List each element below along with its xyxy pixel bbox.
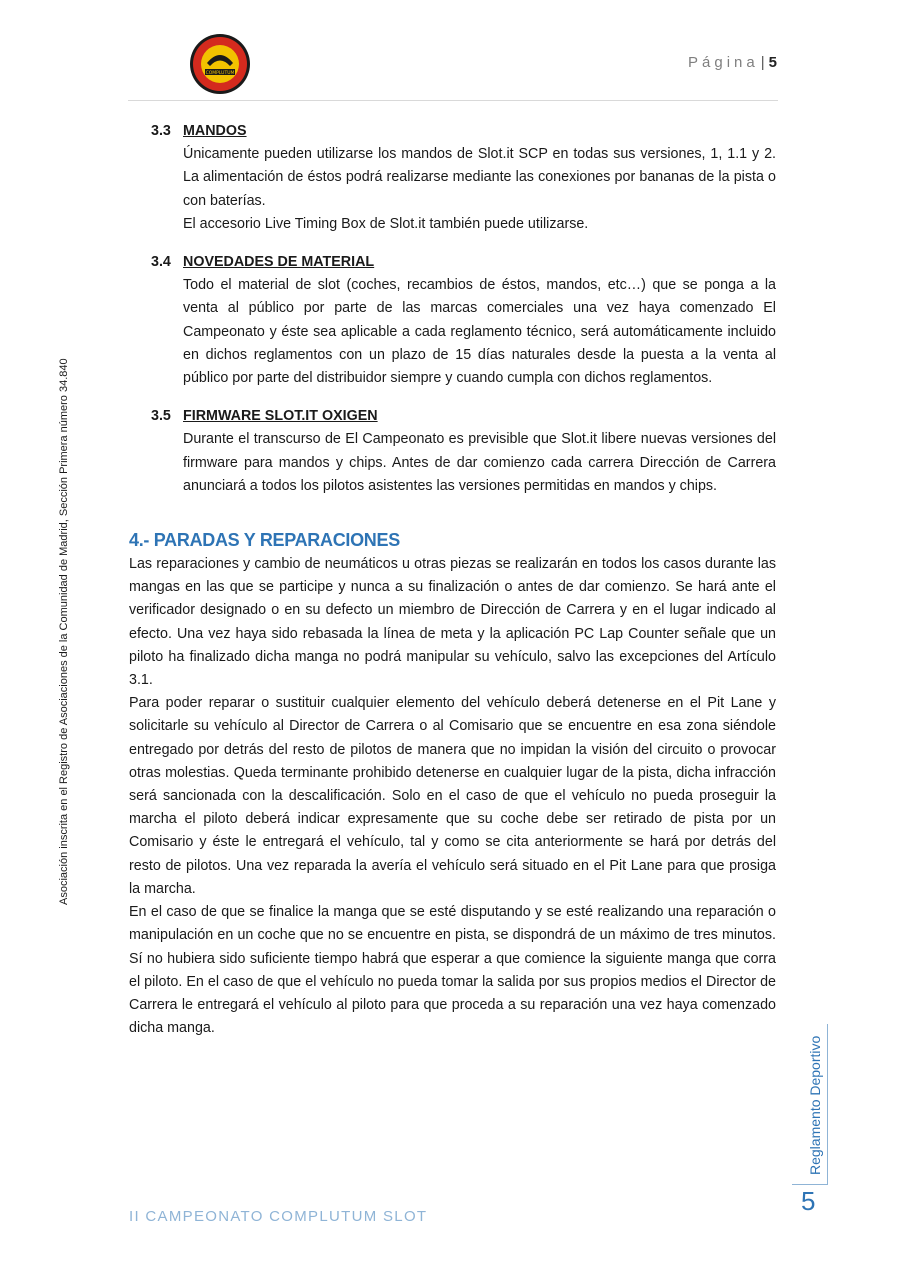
- section-item: [129, 405, 776, 498]
- header-divider: [128, 100, 778, 101]
- club-logo: [189, 33, 251, 95]
- section-paragraph: Durante el transcurso de El Campeonato es previsible que Slot.it libere nuevas versiones del firmware para mandos y chips. Antes de dar comienzo cada carrera Dirección de Carrera anunciará a todos los pilotos asistentes las versiones permitidas en mandos y chips.: [183, 431, 776, 494]
- chapter-title: 4.- PARADAS Y REPARACIONES: [129, 530, 400, 551]
- page-word: Página: [688, 54, 759, 71]
- section-paragraph: El accesorio Live Timing Box de Slot.it también puede utilizarse.: [183, 215, 589, 232]
- footer-page-number: 5: [801, 1186, 816, 1216]
- reglamento-label: Reglamento Deportivo: [807, 1035, 823, 1175]
- right-vertical-rule: [827, 1024, 828, 1185]
- section-number: 3.4: [151, 254, 171, 271]
- section-item: [129, 251, 776, 390]
- section-body: [183, 120, 776, 236]
- chapter-paragraph: Las reparaciones y cambio de neumáticos u otras piezas se realizarán en todos los casos durante las mangas en las que se participe y nunca a su finalización o antes de dar comienzo. Se hará ante el verificador designado o en su defecto un miembro de Dirección de Carrera y en el lugar indicado al efecto. Una vez haya sido rebasada la línea de meta y la aplicación PC Lap Counter señale que un piloto ha finalizado dicha manga no podrá manipular su vehículo, salvo las excepciones del Artículo 3.1.: [129, 556, 776, 689]
- document-body: [129, 120, 776, 1040]
- page-label: [688, 54, 777, 71]
- section-body: [183, 405, 776, 498]
- section-paragraph: Únicamente pueden utilizarse los mandos de Slot.it SCP en todas sus versiones, 1, 1.1 y 2. La alimentación de éstos podrá realizarse mediante las conexiones por bananas de la pista o con baterías.: [183, 146, 776, 209]
- page-number: 5: [768, 54, 777, 71]
- section-item: [129, 120, 776, 236]
- chapter-body: [129, 553, 776, 1040]
- footer-title: II CAMPEONATO COMPLUTUM SLOT: [129, 1208, 428, 1225]
- section-title: MANDOS: [183, 123, 247, 139]
- section-number: 3.5: [151, 408, 171, 425]
- section-body: [183, 251, 776, 390]
- chapter-paragraph: En el caso de que se finalice la manga que se esté disputando y se esté realizando una reparación o manipulación en un coche que no se encuentre en pista, se dispondrá de un máximo de tres minutos. Sí no hubiera sido suficiente tiempo habrá que esperar a que comience la siguiente manga que corra el piloto. En el caso de que el vehículo no pueda tomar la salida por sus propios medios el Director de Carrera le entregará el vehículo al piloto para que proceda a su reparación una vez haya comenzado dicha manga.: [129, 904, 776, 1037]
- association-registration-note: Asociación inscrita en el Registro de Asociaciones de la Comunidad de Madrid, Sección Primera número 34.840: [58, 358, 70, 905]
- right-horizontal-rule: [792, 1184, 828, 1185]
- section-title: FIRMWARE SLOT.IT OXIGEN: [183, 408, 378, 425]
- section-title: NOVEDADES DE MATERIAL: [183, 254, 375, 271]
- chapter-paragraph: Para poder reparar o sustituir cualquier elemento del vehículo deberá detenerse en el Pit Lane y solicitarle su vehículo al Director de Carrera o al Comisario que se encuentre en esa zona siéndole entregado por detrás del resto de pilotos de manera que no impidan la visión del circuito o provocar otras molestias. Queda terminante prohibido detenerse en cualquier lugar de la pista, dicha infracción será sancionada con la descalificación. Solo en el caso de que el vehículo no pueda proseguir la marcha el piloto deberá indicar expresamente que su coche debe ser retirado de pista por un Comisario y éste le entregará el vehículo, tal y como se cita anteriormente se hará por detrás del resto de pilotos. Una vez reparada la avería el vehículo será situado en el Pit Lane para que prosiga la marcha.: [129, 695, 776, 897]
- section-number: 3.3: [151, 123, 171, 139]
- logo-text: COMPLUTUM: [205, 71, 235, 76]
- section-paragraph: Todo el material de slot (coches, recambios de éstos, mandos, etc…) que se ponga a la venta al público por parte de las marcas comerciales una vez haya comenzado El Campeonato y éste sea aplicable a cada reglamento técnico, será automáticamente incluido en dichos reglamentos con un plazo de 15 días naturales desde la puesta a la venta al público por parte del distribuidor siempre y cuando cumpla con dichos reglamentos.: [183, 277, 776, 387]
- page-separator: |: [760, 54, 765, 71]
- sections-list: [129, 120, 776, 498]
